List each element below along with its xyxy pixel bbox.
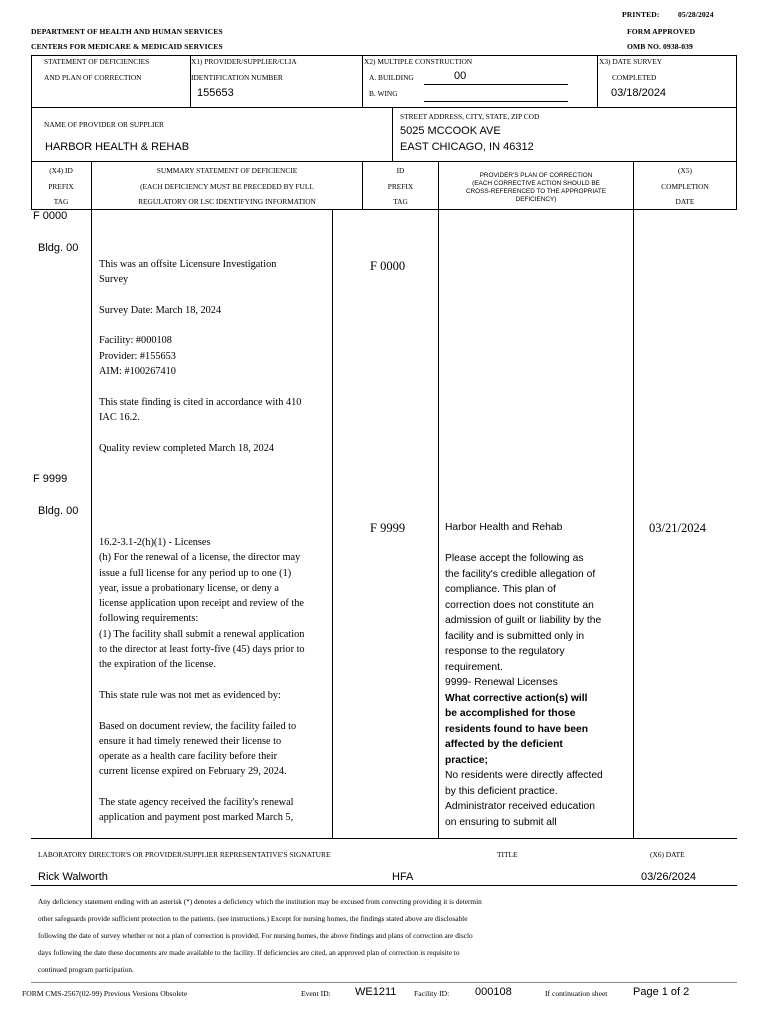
plan-header-2: (EACH CORRECTIVE ACTION SHOULD BE	[472, 180, 600, 187]
summary2-line: current license expired on February 29, 2024.	[99, 766, 287, 778]
signer-name: Rick Walworth	[38, 871, 108, 883]
summary-header-2: (EACH DEFICIENCY MUST BE PRECEDED BY FULL	[140, 182, 314, 191]
x3-label-2: COMPLETED	[612, 73, 657, 82]
plan-block	[445, 520, 603, 830]
summary2-line	[99, 673, 305, 688]
summary-line: Quality review completed March 18, 2024	[99, 442, 274, 454]
page-number: Page 1 of 2	[633, 986, 690, 998]
plan-line: What corrective action(s) will	[445, 692, 588, 704]
disclaimer-line: following the date of survey whether or not a plan of correction is provided. For nursing homes, the above findings and plans of correction are disclo	[38, 931, 473, 940]
statement-label-2: AND PLAN OF CORRECTION	[44, 73, 142, 82]
disclaimer-line: days following the date these documents are made available to the facility. If deficiencies are cited, an approved plan of correction is requisite to	[38, 948, 460, 957]
summary-line	[99, 425, 301, 440]
tag-f9999: F 9999	[33, 473, 68, 485]
summary-line: IAC 16.2.	[99, 411, 140, 423]
x1-label-1: X1) PROVIDER/SUPPLIER/CLIA	[191, 57, 297, 66]
summary-block-2	[99, 535, 305, 826]
x3-label-1: X3) DATE SURVEY	[599, 57, 663, 66]
summary-line: AIM: #100267410	[99, 366, 176, 378]
plan-line: Please accept the following as	[445, 553, 584, 564]
summary2-line: issue a full license for any period up to one (1)	[99, 567, 292, 579]
form-approved: FORM APPROVED	[627, 27, 696, 36]
provider-name-value: HARBOR HEALTH & REHAB	[45, 141, 190, 153]
plan-line: affected by the deficient	[445, 739, 563, 750]
plan-line: be accomplished for those	[445, 708, 576, 719]
plan-header-3: CROSS-REFERENCED TO THE APPROPRIATE	[465, 188, 607, 195]
agency-line2: CENTERS FOR MEDICARE & MEDICAID SERVICES	[31, 42, 223, 51]
summary-block-1	[99, 257, 301, 456]
summary2-line: Based on document review, the facility failed to	[99, 720, 297, 732]
summary2-line: ensure it had timely renewed their license to	[99, 735, 282, 747]
summary-line: Survey Date: March 18, 2024	[99, 304, 222, 316]
summary-header-1: SUMMARY STATEMENT OF DEFICIENCIE	[156, 166, 298, 175]
disclaimer-line: continued program participation.	[38, 965, 134, 974]
summary2-line	[99, 703, 305, 718]
event-id-value: WE1211	[355, 986, 397, 998]
id-header-2: PREFIX	[387, 182, 414, 191]
plan-line: the facility's credible allegation of	[445, 568, 596, 580]
x5-header-1: (X5)	[678, 166, 692, 175]
summary2-line	[99, 780, 305, 795]
plan-line: residents found to have been	[445, 723, 589, 735]
address-line-2: EAST CHICAGO, IN 46312	[400, 141, 534, 153]
facility-id-value: 000108	[475, 986, 512, 998]
plan-line: 9999- Renewal Licenses	[445, 677, 558, 688]
signer-title: HFA	[392, 871, 414, 883]
summary2-line: to the director at least forty-five (45) days prior to	[99, 644, 305, 656]
plan-line: No residents were directly affected	[445, 770, 603, 781]
summary2-line: 16.2-3.1-2(h)(1) - Licenses	[99, 537, 211, 548]
disclaimer-line: other safeguards provide sufficient protection to the patients. (see instructions.) Except for nursing homes, the findings stated above are disclosable	[38, 914, 468, 923]
summary-line: This state finding is cited in accordance with 410	[99, 396, 302, 408]
continuation-label: If continuation sheet	[545, 989, 608, 998]
summary-line	[99, 379, 301, 394]
address-label: STREET ADDRESS, CITY, STATE, ZIP COD	[400, 112, 540, 121]
x5-header-3: DATE	[675, 197, 695, 206]
bldg-2: Bldg. 00	[38, 505, 79, 517]
form-number: FORM CMS-2567(02-99) Previous Versions Obsolete	[22, 989, 188, 998]
x6-date-label: (X6) DATE	[650, 850, 685, 859]
id-f9999: F 9999	[370, 521, 406, 535]
building-label: A. BUILDING	[369, 73, 414, 82]
plan-line	[445, 536, 603, 552]
summary2-line: application and payment post marked March 5,	[99, 812, 294, 824]
statement-label-1: STATEMENT OF DEFICIENCIES	[44, 57, 150, 66]
tag-f0000: F 0000	[33, 210, 68, 222]
summary2-line: (h) For the renewal of a license, the director may	[99, 552, 301, 564]
summary2-line: year, issue a probationary license, or deny a	[99, 582, 279, 594]
summary-line: Provider: #155653	[99, 350, 176, 362]
provider-id-value: 155653	[197, 87, 234, 99]
facility-id-label: Facility ID:	[414, 989, 450, 998]
x4-header-2: PREFIX	[48, 182, 74, 191]
plan-line: response to the regulatory	[445, 646, 565, 657]
signature-date: 03/26/2024	[641, 871, 697, 883]
event-id-label: Event ID:	[301, 989, 331, 998]
id-header-1: ID	[396, 166, 405, 175]
plan-line: practice;	[445, 754, 488, 766]
plan-header-4: DEFICIENCY)	[515, 196, 557, 203]
survey-completed-date: 03/18/2024	[611, 87, 667, 99]
address-line-1: 5025 MCCOOK AVE	[400, 125, 501, 137]
summary-line	[99, 318, 301, 333]
summary2-line: the expiration of the license.	[99, 659, 216, 671]
plan-line: by this deficient practice.	[445, 785, 558, 797]
bldg-1: Bldg. 00	[38, 242, 79, 254]
completion-date: 03/21/2024	[649, 521, 706, 535]
plan-line: requirement.	[445, 661, 503, 673]
summary2-line: operate as a health care facility before their	[99, 751, 278, 763]
disclaimer-line: Any deficiency statement ending with an asterisk (*) denotes a deficiency which the institution may be excused from correcting providing it is determin	[38, 897, 482, 906]
omb-number: OMB NO. 0938-039	[627, 42, 693, 51]
plan-line: facility and is submitted only in	[445, 630, 585, 642]
summary2-line: The state agency received the facility's renewal	[99, 797, 294, 809]
summary-header-3: REGULATORY OR LSC IDENTIFYING INFORMATION	[138, 197, 316, 206]
plan-line: compliance. This plan of	[445, 584, 556, 595]
x4-header-1: (X4) ID	[49, 166, 73, 175]
x4-header-3: TAG	[53, 197, 69, 206]
wing-label: B. WING	[369, 89, 398, 98]
agency-line1: DEPARTMENT OF HEALTH AND HUMAN SERVICES	[31, 27, 223, 36]
plan-line: on ensuring to submit all	[445, 816, 557, 828]
plan-line: Administrator received education	[445, 801, 595, 812]
summary2-line: license application upon receipt and review of the	[99, 598, 304, 610]
id-header-3: TAG	[393, 197, 408, 206]
disclaimer	[38, 893, 482, 978]
x2-label: X2) MULTIPLE CONSTRUCTION	[364, 57, 473, 66]
summary-line: This was an offsite Licensure Investigation	[99, 259, 277, 270]
plan-header-1: PROVIDER'S PLAN OF CORRECTION	[479, 172, 593, 179]
summary-line: Survey	[99, 274, 129, 286]
x1-label-2: IDENTIFICATION NUMBER	[191, 73, 283, 82]
provider-name-label: NAME OF PROVIDER OR SUPPLIER	[44, 120, 164, 129]
summary-line: Facility: #000108	[99, 335, 172, 347]
plan-line: admission of guilt or liability by the	[445, 615, 602, 626]
x5-header-2: COMPLETION	[661, 182, 709, 191]
printed-label: PRINTED:	[622, 10, 660, 19]
summary2-line: following requirements:	[99, 613, 199, 625]
signature-label: LABORATORY DIRECTOR'S OR PROVIDER/SUPPLIER REPRESENTATIVE'S SIGNATURE	[38, 850, 331, 859]
summary-line	[99, 288, 301, 303]
plan-line: Harbor Health and Rehab	[445, 522, 563, 533]
printed-date: 05/28/2024	[678, 10, 714, 19]
building-value: 00	[454, 70, 467, 82]
summary2-line: This state rule was not met as evidenced by:	[99, 689, 281, 701]
title-label: TITLE	[497, 850, 518, 859]
summary2-line: (1) The facility shall submit a renewal application	[99, 628, 305, 640]
plan-line: correction does not constitute an	[445, 599, 594, 611]
id-f0000: F 0000	[370, 259, 406, 273]
